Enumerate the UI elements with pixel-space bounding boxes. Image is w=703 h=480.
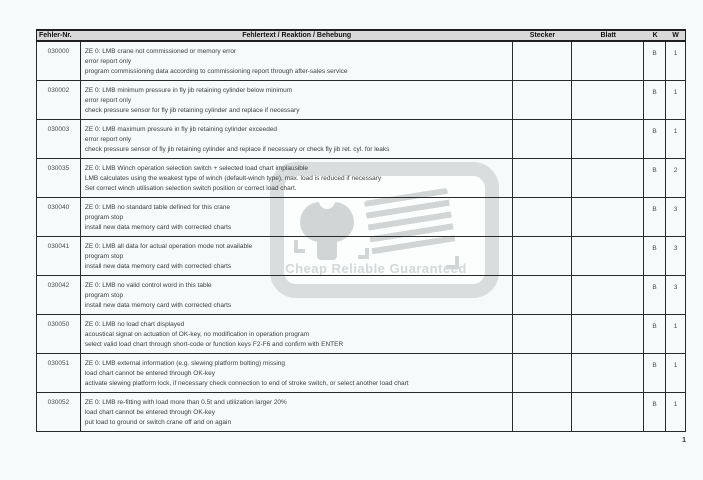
- w-cell: 3: [673, 245, 678, 252]
- header-fehlertext: Fehlertext / Reaktion / Behebung: [242, 32, 352, 39]
- stecker-cell: [513, 42, 573, 80]
- error-text-cell: [81, 81, 513, 119]
- error-text-cell: [81, 120, 513, 158]
- remedy-text-line: check pressure sensor of fly jib retaining cylinder and replace if necessary or check fly jib ret. cyl. for leaks: [84, 146, 390, 153]
- table-row: [36, 354, 686, 393]
- header-w: W: [672, 32, 679, 39]
- stecker-cell: [513, 159, 573, 197]
- blatt-cell: [572, 198, 644, 236]
- blatt-cell: [572, 315, 644, 353]
- k-cell: B: [644, 120, 666, 158]
- stecker-cell: [513, 81, 573, 119]
- w-cell: 1: [673, 362, 678, 369]
- error-text-cell: [81, 315, 513, 353]
- error-text-line: ZE 0: LMB maximum pressure in fly jib retaining cylinder exceeded: [84, 126, 278, 133]
- blatt-cell: [572, 393, 644, 431]
- remedy-text-line: check pressure sensor for fly jib retaining cylinder and replace if necessary: [84, 107, 300, 114]
- table-row: [36, 276, 686, 315]
- table-body: [36, 42, 686, 432]
- k-cell: B: [644, 276, 666, 314]
- k-cell: B: [644, 393, 666, 431]
- stecker-cell: [513, 120, 573, 158]
- error-text-line: ZE 0: LMB external information (e.g. slewing platform bolting) missing: [84, 360, 285, 367]
- reaction-text-line: load chart cannot be entered through OK-key: [84, 409, 215, 416]
- k-cell: B: [644, 159, 666, 197]
- error-text-cell: [81, 42, 513, 80]
- k-cell: B: [644, 42, 666, 80]
- stecker-cell: [513, 315, 573, 353]
- error-text-cell: [81, 276, 513, 314]
- w-cell: 2: [673, 167, 678, 174]
- remedy-text-line: install new data memory card with corrected charts: [84, 302, 232, 309]
- blatt-cell: [572, 276, 644, 314]
- reaction-text-line: error report only: [84, 58, 132, 65]
- remedy-text-line: select valid load chart through short-code or function keys F2-F6 and confirm with ENTER: [84, 341, 344, 348]
- error-number-cell: 030052: [37, 393, 81, 431]
- error-number-cell: 030051: [37, 354, 81, 392]
- remedy-text-line: install new data memory card with corrected charts: [84, 224, 232, 231]
- blatt-cell: [572, 237, 644, 275]
- remedy-text-line: activate slewing platform lock, if necessary check connection to end of stroke switch, or select another load chart: [84, 380, 409, 387]
- table-row: [36, 81, 686, 120]
- reaction-text-line: acoustical signal on actuation of OK-key, no modification in operation program: [84, 331, 310, 338]
- table-row: [36, 120, 686, 159]
- remedy-text-line: put load to ground or switch crane off and on again: [84, 419, 232, 426]
- error-number-cell: 030000: [37, 42, 81, 80]
- error-code-table: [36, 29, 686, 432]
- w-cell: 1: [673, 50, 678, 57]
- stecker-cell: [513, 354, 573, 392]
- reaction-text-line: LMB calculates using the weakest type of winch (default-winch type), max. load is reduced if necessary: [84, 175, 382, 182]
- k-cell: B: [644, 315, 666, 353]
- stecker-cell: [513, 276, 573, 314]
- blatt-cell: [572, 42, 644, 80]
- stecker-cell: [513, 393, 573, 431]
- error-text-line: ZE 0: LMB minimum pressure in fly jib retaining cylinder below minimum: [84, 87, 293, 94]
- reaction-text-line: program stop: [84, 214, 124, 221]
- error-number-cell: 030040: [37, 198, 81, 236]
- header-k: K: [652, 32, 658, 39]
- blatt-cell: [572, 81, 644, 119]
- stecker-cell: [513, 237, 573, 275]
- w-cell: 1: [673, 89, 678, 96]
- remedy-text-line: Set correct winch utilisation selection switch position or correct load chart.: [84, 185, 297, 192]
- error-text-line: ZE 0: LMB re-fitting with load more than 0.5t and utilization larger 20%: [84, 399, 287, 406]
- header-stecker: Stecker: [529, 32, 556, 39]
- stecker-cell: [513, 198, 573, 236]
- blatt-cell: [572, 120, 644, 158]
- error-text-cell: [81, 198, 513, 236]
- table-header-row: [36, 29, 686, 42]
- error-text-cell: [81, 159, 513, 197]
- error-number-cell: 030003: [37, 120, 81, 158]
- error-number-cell: 030042: [37, 276, 81, 314]
- blatt-cell: [572, 354, 644, 392]
- table-row: [36, 42, 686, 81]
- blatt-cell: [572, 159, 644, 197]
- w-cell: 1: [673, 401, 678, 408]
- error-text-line: ZE 0: LMB Winch operation selection switch + selected load chart implausible: [84, 165, 308, 172]
- table-row: [36, 393, 686, 432]
- header-fehler-nr: Fehler-Nr.: [39, 32, 72, 39]
- error-number-cell: 030035: [37, 159, 81, 197]
- error-number-cell: 030050: [37, 315, 81, 353]
- error-number-cell: 030041: [37, 237, 81, 275]
- reaction-text-line: program stop: [84, 253, 124, 260]
- remedy-text-line: program commissioning data according to commissioning report through after-sales service: [84, 68, 348, 75]
- error-text-line: ZE 0: LMB no load chart displayed: [84, 321, 185, 328]
- k-cell: B: [644, 198, 666, 236]
- table-row: [36, 159, 686, 198]
- k-cell: B: [644, 354, 666, 392]
- page-number: 1: [682, 437, 686, 444]
- error-number-cell: 030002: [37, 81, 81, 119]
- error-text-line: ZE 0: LMB crane not commissioned or memory error: [84, 48, 237, 55]
- error-text-line: ZE 0: LMB no standard table defined for this crane: [84, 204, 231, 211]
- table-row: [36, 315, 686, 354]
- w-cell: 1: [673, 323, 678, 330]
- reaction-text-line: error report only: [84, 136, 132, 143]
- w-cell: 1: [673, 128, 678, 135]
- reaction-text-line: load chart cannot be entered through OK-key: [84, 370, 215, 377]
- error-text-line: ZE 0: LMB no valid control word in this table: [84, 282, 212, 289]
- remedy-text-line: install new data memory card with corrected charts: [84, 263, 232, 270]
- reaction-text-line: program stop: [84, 292, 124, 299]
- reaction-text-line: error report only: [84, 97, 132, 104]
- error-text-cell: [81, 237, 513, 275]
- table-row: [36, 198, 686, 237]
- watermark-text: Cheap Reliable Guaranteed: [285, 261, 467, 276]
- k-cell: B: [644, 81, 666, 119]
- error-text-cell: [81, 393, 513, 431]
- error-text-cell: [81, 354, 513, 392]
- w-cell: 3: [673, 206, 678, 213]
- header-blatt: Blatt: [600, 32, 617, 39]
- k-cell: B: [644, 237, 666, 275]
- table-row: [36, 237, 686, 276]
- error-text-line: ZE 0: LMB all data for actual operation mode not available: [84, 243, 253, 250]
- w-cell: 3: [673, 284, 678, 291]
